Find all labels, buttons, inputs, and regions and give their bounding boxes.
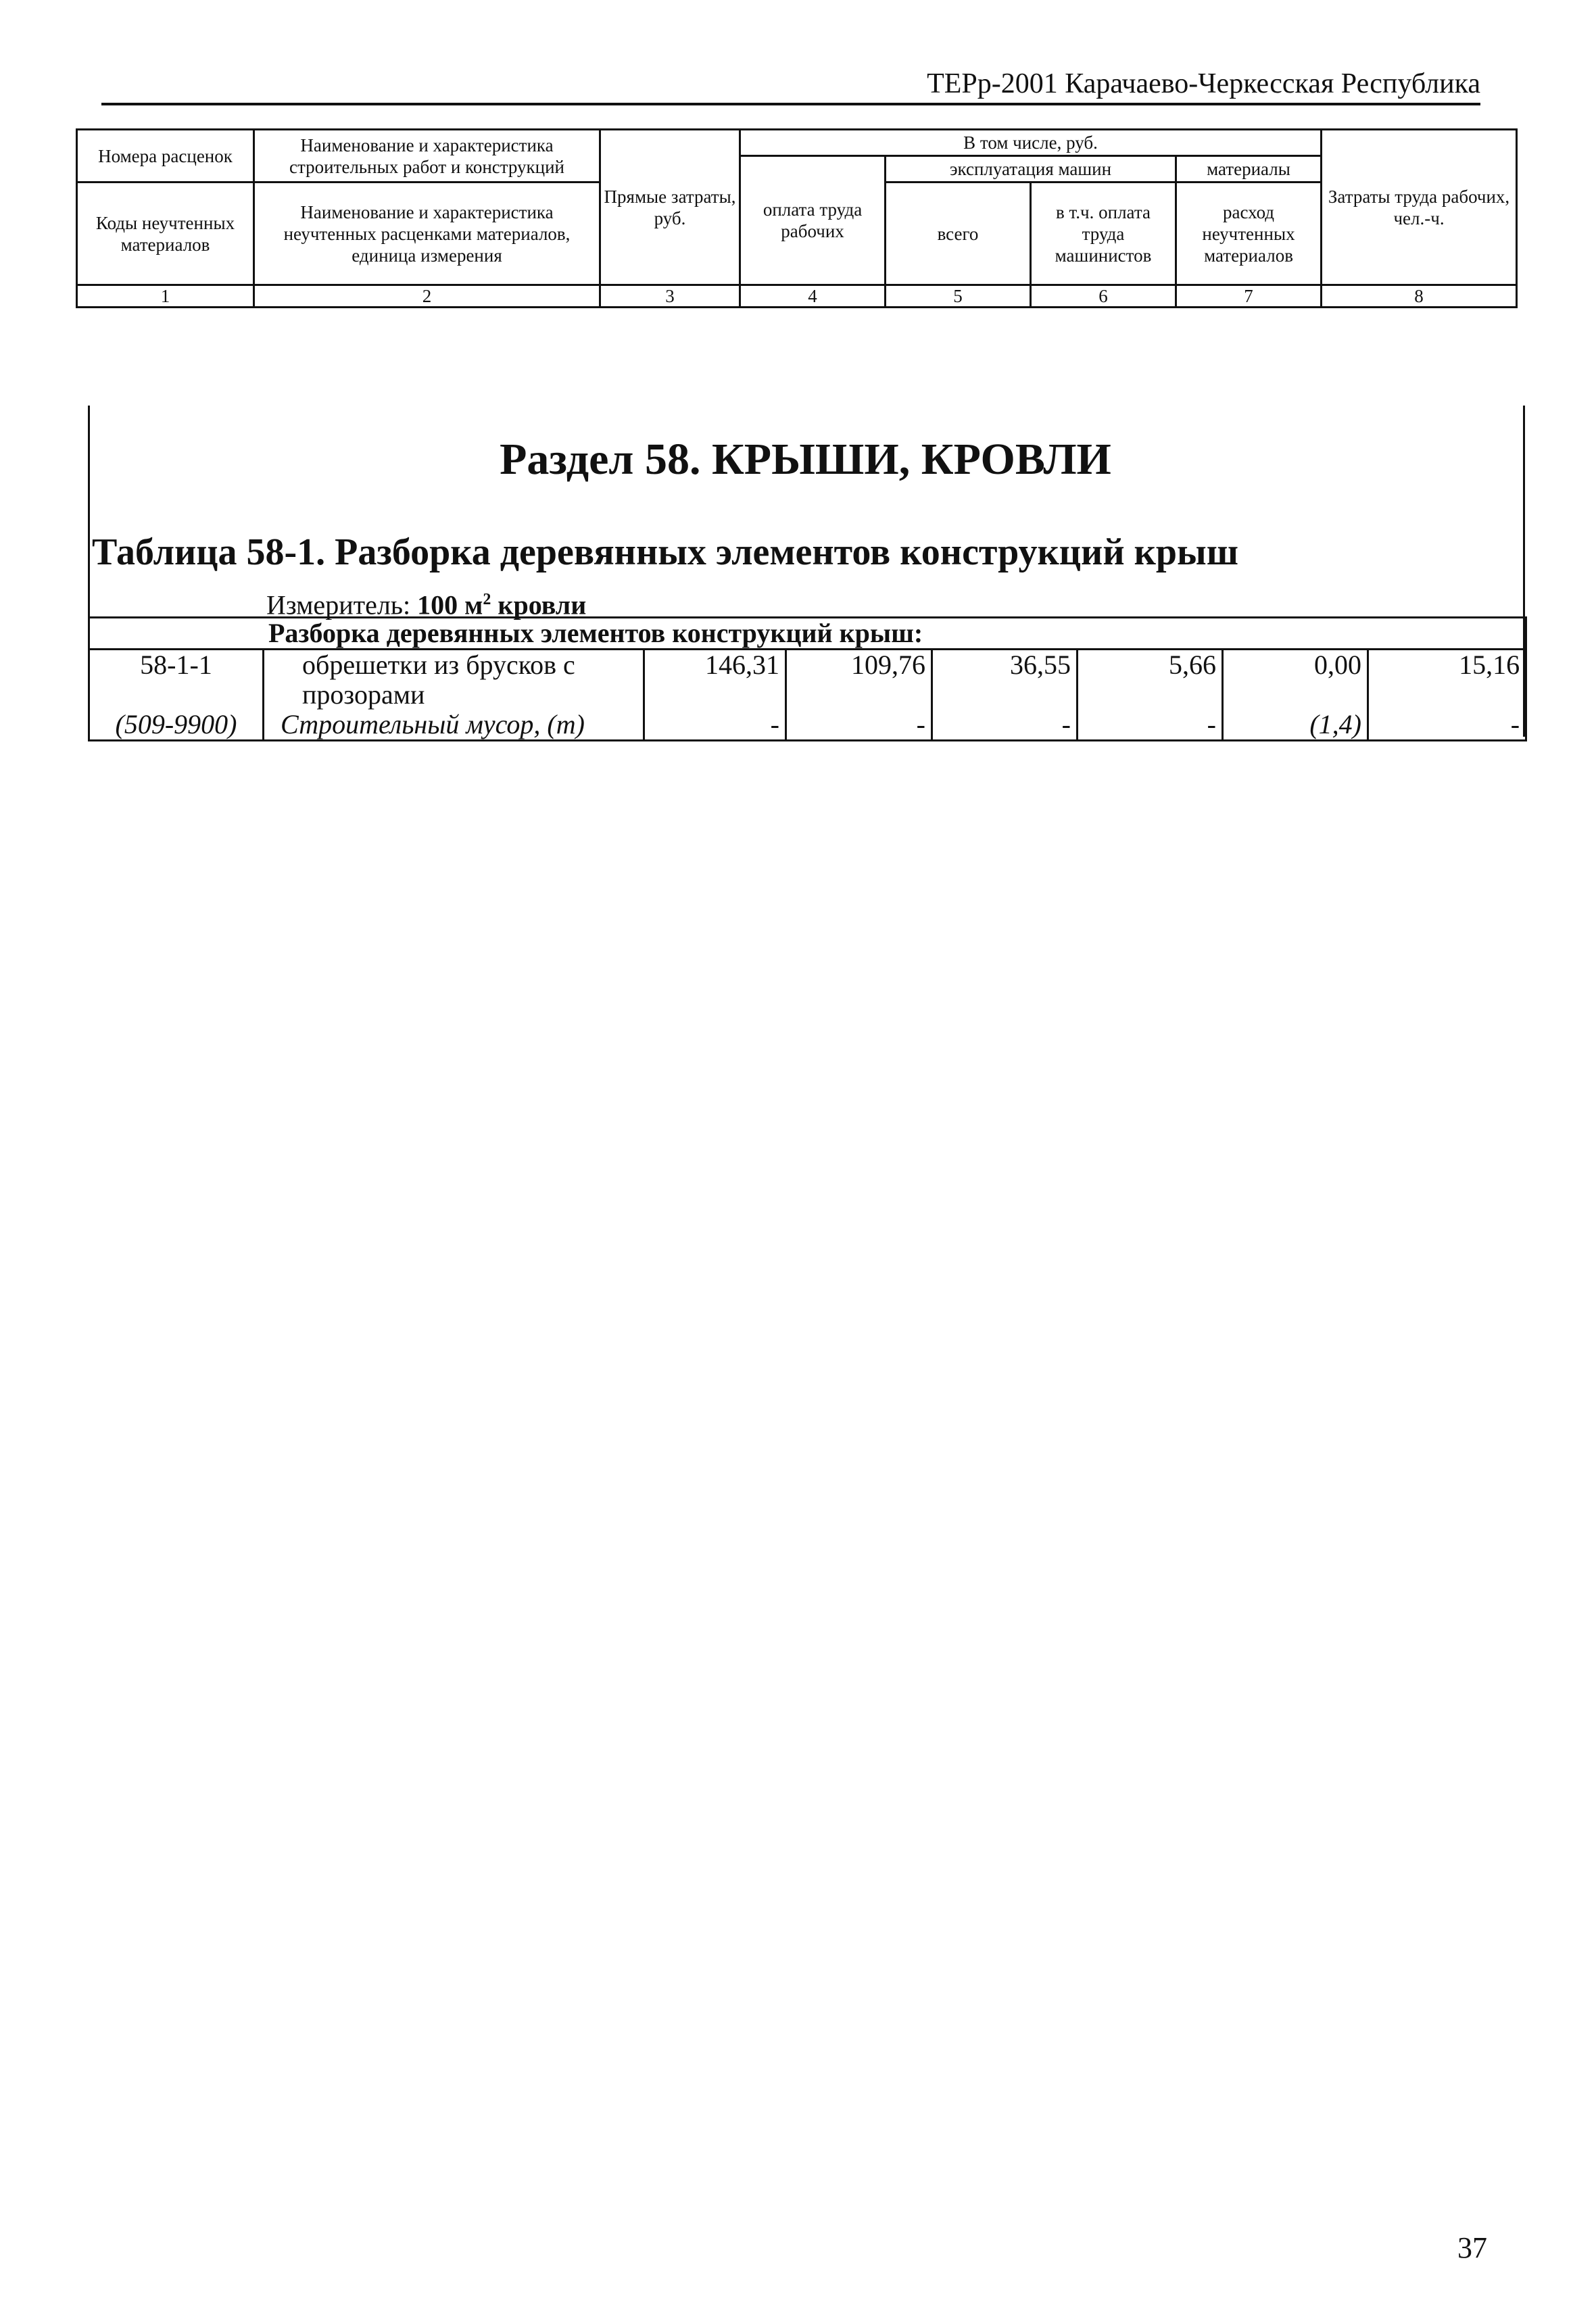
header-machinists-pay: в т.ч. оплата труда машинистов xyxy=(1031,182,1176,285)
machines-total: - xyxy=(932,710,1078,741)
header-rule xyxy=(101,103,1480,105)
header-machines-total: всего xyxy=(886,182,1031,285)
labor-hours: - xyxy=(1368,710,1526,741)
measure-unit: кровли xyxy=(498,589,587,620)
header-material-names: Наименование и характеристика неучтенных расценками материалов, единица измерения xyxy=(254,182,600,285)
column-number: 4 xyxy=(740,285,886,308)
table-title: Таблица 58-1. Разборка деревянных элементов конструкций крыш xyxy=(92,531,1238,573)
labor-hours: 15,16 xyxy=(1368,650,1526,710)
header-rates-number: Номера расценок xyxy=(77,130,254,182)
header-machines: эксплуатация машин xyxy=(886,156,1176,182)
machines-total: 36,55 xyxy=(932,650,1078,710)
direct-costs: - xyxy=(644,710,786,741)
header-labor-hours: Затраты труда рабочих, чел.-ч. xyxy=(1322,130,1517,285)
labor-pay: - xyxy=(786,710,932,741)
measure-label: Измеритель: xyxy=(266,589,411,620)
column-number: 1 xyxy=(77,285,254,308)
column-number: 3 xyxy=(600,285,740,308)
rate-code: 58-1-1 xyxy=(89,650,264,710)
header-materials: материалы xyxy=(1176,156,1322,182)
header-work-name: Наименование и характеристика строительных работ и конструкций xyxy=(254,130,600,182)
materials-cost: 0,00 xyxy=(1223,650,1368,710)
materials-consumption: (1,4) xyxy=(1223,710,1368,741)
running-header: ТЕРр-2001 Карачаево-Черкесская Республика xyxy=(927,68,1480,99)
labor-pay: 109,76 xyxy=(786,650,932,710)
work-name: обрешетки из брусков с прозорами xyxy=(264,650,644,710)
column-number: 5 xyxy=(886,285,1031,308)
header-including: В том числе, руб. xyxy=(740,130,1322,156)
rates-table xyxy=(88,616,1527,741)
machinists-pay: 5,66 xyxy=(1078,650,1223,710)
material-code: (509-9900) xyxy=(89,710,264,741)
group-title: Разборка деревянных элементов конструкций крыш: xyxy=(89,618,1526,650)
measure-value: 100 м xyxy=(417,589,483,620)
column-number: 8 xyxy=(1322,285,1517,308)
material-name: Строительный мусор, (т) xyxy=(264,710,644,741)
machinists-pay: - xyxy=(1078,710,1223,741)
column-number: 2 xyxy=(254,285,600,308)
direct-costs: 146,31 xyxy=(644,650,786,710)
page-number: 37 xyxy=(1457,2231,1487,2264)
measure-superscript: 2 xyxy=(483,591,491,608)
column-header-table xyxy=(76,128,1518,308)
header-material-codes: Коды неучтенных материалов xyxy=(77,182,254,285)
section-title: Раздел 58. КРЫШИ, КРОВЛИ xyxy=(500,435,1111,484)
table-row xyxy=(89,710,1526,741)
column-number: 7 xyxy=(1176,285,1322,308)
header-material-consumption: расход неучтенных материалов xyxy=(1176,182,1322,285)
table-row xyxy=(89,650,1526,710)
column-number: 6 xyxy=(1031,285,1176,308)
header-direct-costs: Прямые затраты, руб. xyxy=(600,130,740,285)
header-labor-pay: оплата труда рабочих xyxy=(740,156,886,285)
